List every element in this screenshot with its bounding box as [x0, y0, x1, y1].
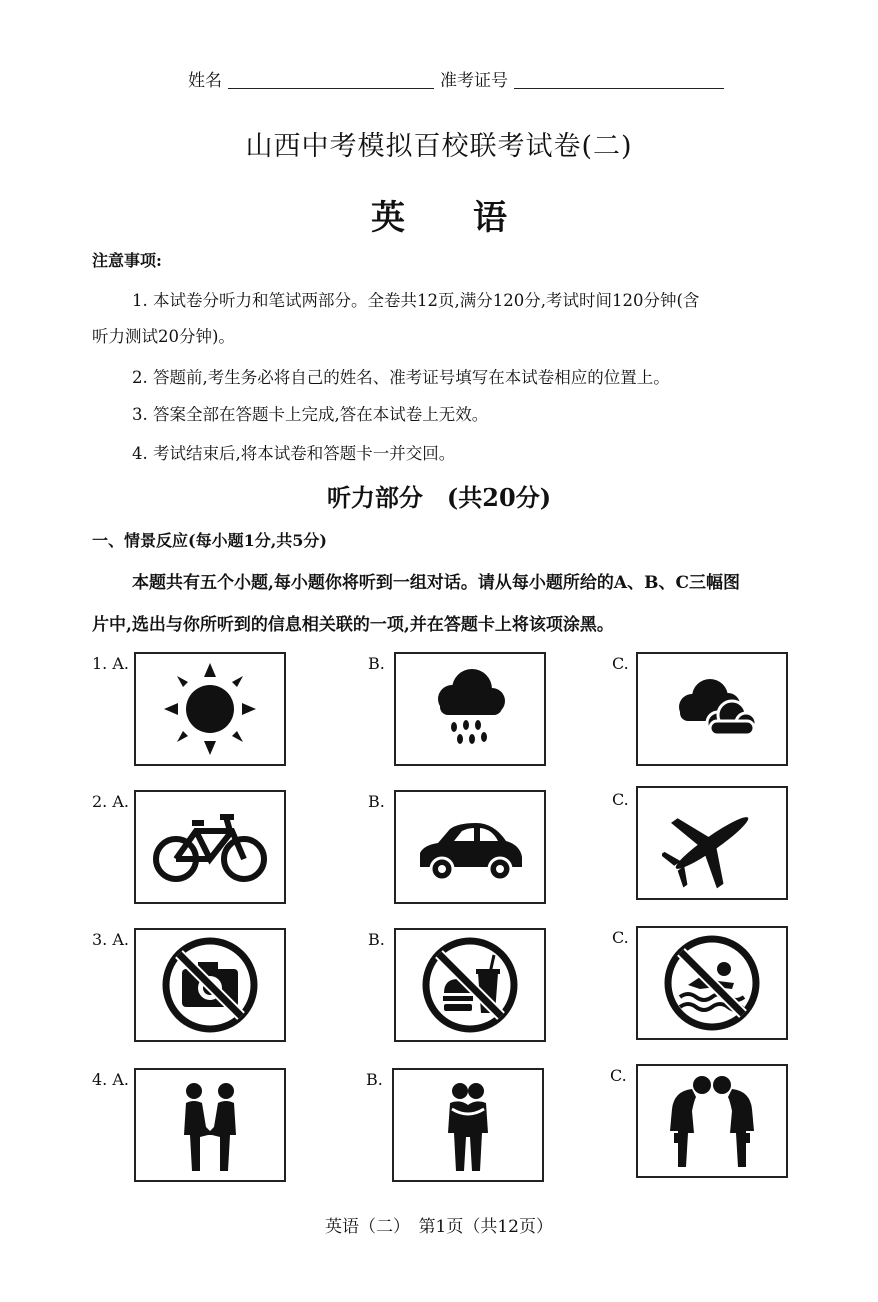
q1-option-c[interactable] [636, 652, 788, 766]
q3-label-a: 3. A. [92, 930, 129, 949]
q2-label-a: 2. A. [92, 792, 129, 811]
note-3: 3. 答案全部在答题卡上完成,答在本试卷上无效。 [132, 405, 489, 424]
rain-cloud-icon [420, 659, 520, 759]
q2-option-b[interactable] [394, 790, 546, 904]
q3-option-c[interactable] [636, 926, 788, 1040]
q1-label-c: C. [612, 654, 629, 673]
q4-label-a: 4. A. [92, 1070, 129, 1089]
section-title: 听力部分 (共20分) [326, 483, 552, 512]
name-label: 姓名 [188, 71, 222, 91]
sun-icon [160, 659, 260, 759]
bicycle-icon [150, 797, 270, 897]
airplane-icon [662, 793, 762, 893]
id-label: 准考证号 [440, 71, 508, 91]
notes-heading: 注意事项: [92, 251, 162, 270]
note-4: 4. 考试结束后,将本试卷和答题卡一并交回。 [132, 444, 456, 463]
q1-option-a[interactable] [134, 652, 286, 766]
part1-instruction-1: 本题共有五个小题,每小题你将听到一组对话。请从每小题所给的A、B、C三幅图 [132, 573, 741, 593]
no-photo-icon [160, 935, 260, 1035]
q1-label-a: 1. A. [92, 654, 129, 673]
subject-title: 英 语 [371, 198, 507, 238]
handshake-icon [160, 1075, 260, 1175]
note-1: 1. 本试卷分听力和笔试两部分。全卷共12页,满分120分,考试时间120分钟(含 [132, 291, 700, 310]
q4-label-b: B. [366, 1070, 383, 1089]
q2-option-a[interactable] [134, 790, 286, 904]
page-footer: 英语（二） 第1页（共12页） [325, 1217, 553, 1237]
car-icon [410, 797, 530, 897]
q1-option-b[interactable] [394, 652, 546, 766]
q3-label-b: B. [368, 930, 385, 949]
cloudy-icon [662, 659, 762, 759]
q1-label-b: B. [368, 654, 385, 673]
q4-option-b[interactable] [392, 1068, 544, 1182]
part1-title: 一、情景反应(每小题1分,共5分) [92, 531, 327, 550]
q3-option-b[interactable] [394, 928, 546, 1042]
note-2: 2. 答题前,考生务必将自己的姓名、准考证号填写在本试卷相应的位置上。 [132, 368, 670, 387]
part1-instruction-2: 片中,选出与你所听到的信息相关联的一项,并在答题卡上将该项涂黑。 [92, 615, 614, 635]
no-swimming-icon [662, 933, 762, 1033]
id-field-line[interactable] [514, 88, 724, 89]
hug-icon [418, 1075, 518, 1175]
q3-option-a[interactable] [134, 928, 286, 1042]
q4-option-c[interactable] [636, 1064, 788, 1178]
note-1-cont: 听力测试20分钟)。 [92, 327, 235, 346]
q2-label-b: B. [368, 792, 385, 811]
q2-option-c[interactable] [636, 786, 788, 900]
q3-label-c: C. [612, 928, 629, 947]
name-field-line[interactable] [228, 88, 434, 89]
q4-option-a[interactable] [134, 1068, 286, 1182]
bow-icon [652, 1071, 772, 1171]
no-food-drink-icon [420, 935, 520, 1035]
q2-label-c: C. [612, 790, 629, 809]
q4-label-c: C. [610, 1066, 627, 1085]
exam-title: 山西中考模拟百校联考试卷(二) [245, 131, 633, 162]
